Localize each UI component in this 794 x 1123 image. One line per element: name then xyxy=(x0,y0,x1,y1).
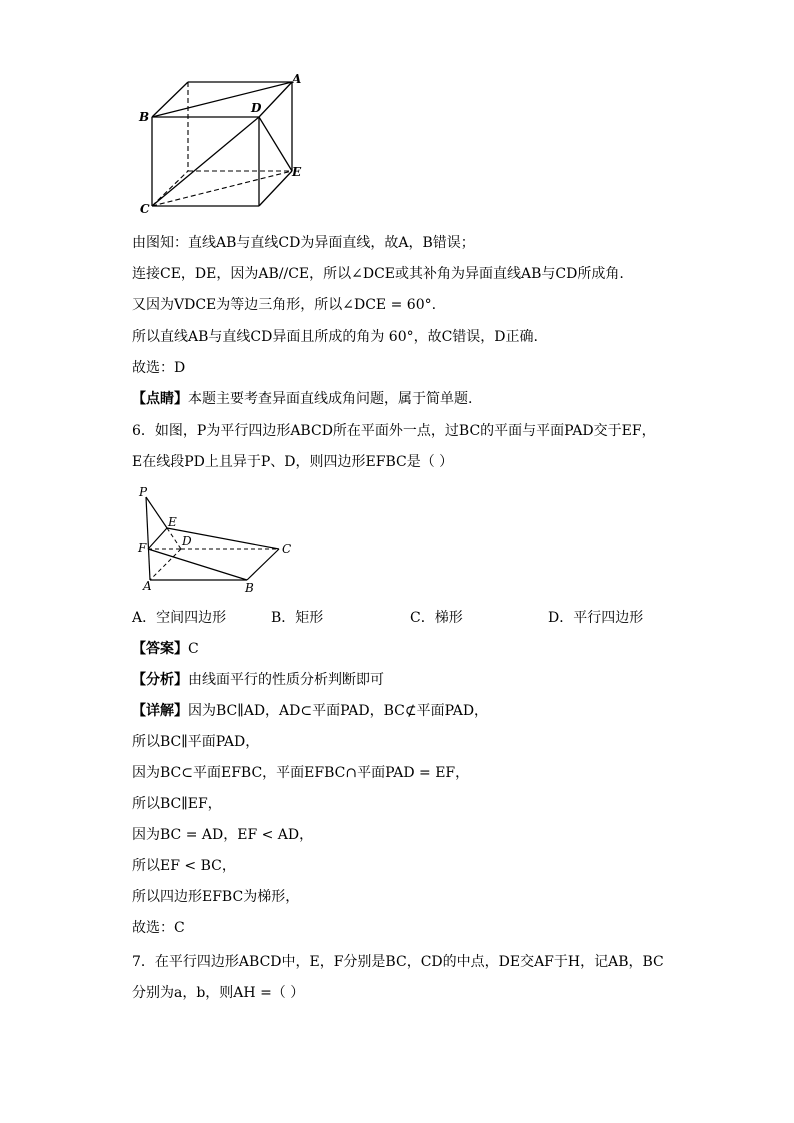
detail-line-3: 因为BC⊂平面EFBC，平面EFBC∩平面PAD = EF， xyxy=(132,765,470,781)
solution5-line2: 连接CE，DE，因为AB//CE，所以∠DCE或其补角为异面直线AB与CD所成角. xyxy=(132,266,624,282)
comment-text: 本题主要考查异面直线成角问题，属于简单题. xyxy=(188,391,473,407)
solution5-line4: 所以直线AB与直线CD异面且所成的角为 60°，故C错误，D正确. xyxy=(132,329,538,345)
detail-line xyxy=(132,701,488,721)
label-A: A xyxy=(143,579,152,593)
question7-stem2: 分别为a，b，则AH =（ ） xyxy=(132,985,305,1001)
option-d: D．平行四边形 xyxy=(548,610,644,626)
comment-line xyxy=(132,389,472,409)
answer-value: C xyxy=(188,641,199,657)
question6-stem1: 6．如图，P为平行四边形ABCD所在平面外一点，过BC的平面与平面PAD交于EF， xyxy=(132,423,656,439)
answer-line xyxy=(132,639,199,659)
label-P: P xyxy=(139,485,148,499)
label-A: A xyxy=(292,72,302,86)
question7-stem1: 7．在平行四边形ABCD中，E，F分别是BC，CD的中点，DE交AF于H，记AB，BC xyxy=(132,954,664,970)
option-a: A．空间四边形 xyxy=(132,610,227,626)
detail-line-7: 所以四边形EFBC为梯形， xyxy=(132,889,300,905)
detail-line-2: 所以BC∥平面PAD， xyxy=(132,734,260,750)
comment-tag: 【点睛】 xyxy=(132,391,188,407)
label-D: D xyxy=(251,101,262,115)
option-c: C．梯形 xyxy=(410,610,463,626)
detail-text-1: 因为BC∥AD，AD⊂平面PAD，BC⊄平面PAD， xyxy=(188,703,489,719)
detail-line-4: 所以BC∥EF， xyxy=(132,796,222,812)
analysis-line xyxy=(132,670,384,690)
label-D: D xyxy=(182,534,192,548)
option-b: B．矩形 xyxy=(271,610,324,626)
solution5-line1: 由图知：直线AB与直线CD为异面直线，故A，B错误； xyxy=(132,235,475,251)
answer-tag: 【答案】 xyxy=(132,641,188,657)
analysis-text: 由线面平行的性质分析判断即可 xyxy=(188,672,384,688)
label-E: E xyxy=(168,515,177,529)
label-C: C xyxy=(140,202,150,216)
solution5-line3: 又因为VDCE为等边三角形，所以∠DCE = 60°. xyxy=(132,297,437,313)
label-B: B xyxy=(245,581,254,594)
label-B: B xyxy=(139,110,150,124)
detail-line-8: 故选：C xyxy=(132,920,185,936)
label-E: E xyxy=(292,165,302,179)
solution5-line5: 故选：D xyxy=(132,360,186,376)
figure-pyramid-diagram xyxy=(132,482,312,594)
label-F: F xyxy=(138,541,147,555)
question6-stem2: E在线段PD上且异于P、D，则四边形EFBC是（ ） xyxy=(132,454,454,470)
figure-box-diagram xyxy=(132,70,312,220)
detail-line-5: 因为BC = AD，EF < AD， xyxy=(132,827,314,843)
label-C: C xyxy=(282,542,292,556)
detail-line-6: 所以EF < BC， xyxy=(132,858,236,874)
detail-tag: 【详解】 xyxy=(132,703,188,719)
analysis-tag: 【分析】 xyxy=(132,672,188,688)
